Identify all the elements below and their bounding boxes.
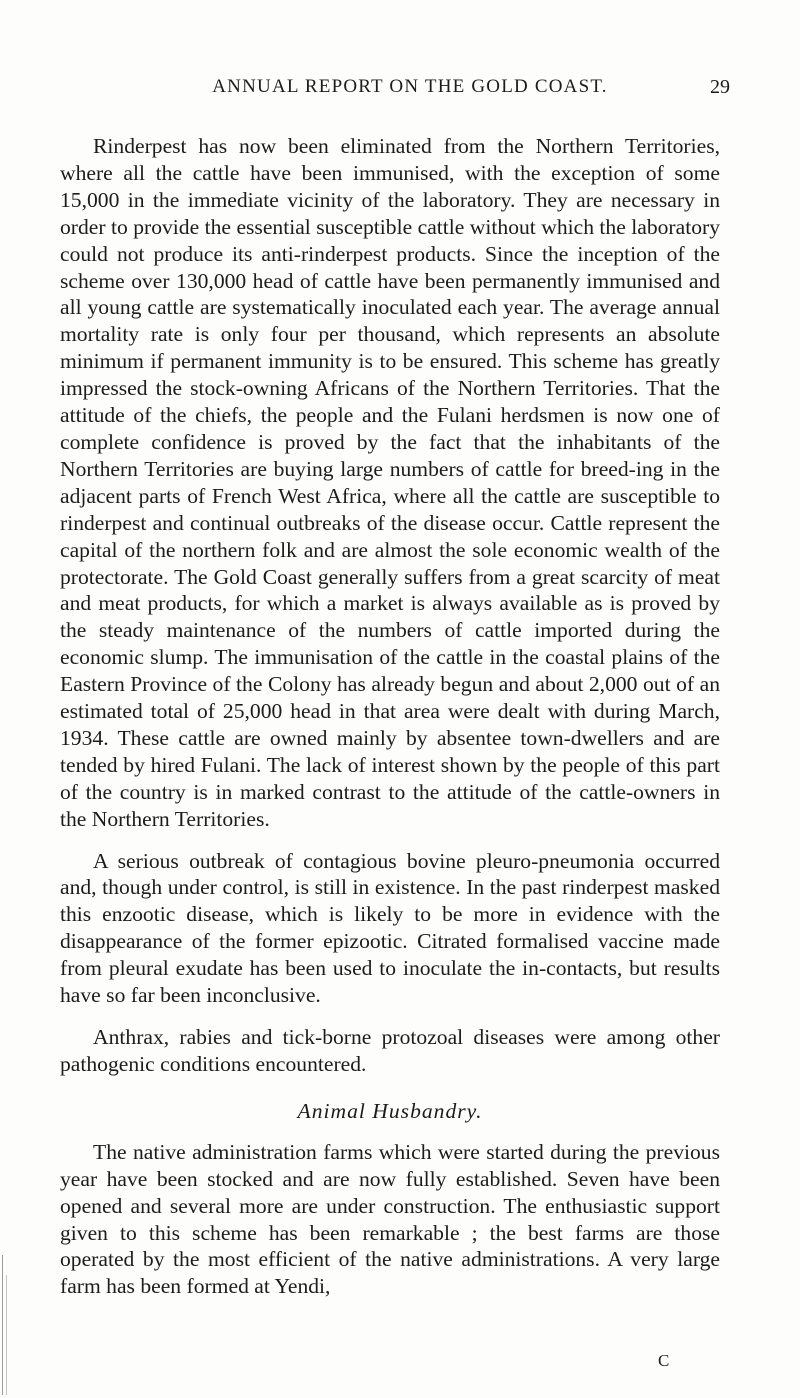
running-title: ANNUAL REPORT ON THE GOLD COAST. (212, 76, 608, 97)
section-heading: Animal Husbandry. (297, 1098, 483, 1123)
paragraph-rinderpest: Rinderpest has now been eliminated from the Northern Territories, where all the cattle have been immunised, with the exception of some 15,000 in the immediate vicinity of the laboratory. They are necessary in order to provide the essential susceptible cattle without which the laboratory could not produce its anti-rinderpest products. Since the inception of the scheme over 130,000 head of cattle have been permanently immunised and all young cattle are systematically inoculated each year. The average annual mortality rate is only four per thousand, which represents an absolute minimum if permanent immunity is to be ensured. This scheme has greatly impressed the stock-owning Africans of the Northern Territories. That the attitude of the chiefs, the people and the Fulani herdsmen is now one of complete confidence is proved by the fact that the inhabitants of the Northern Territories are buying large numbers of cattle for breed-ing in the adjacent parts of French West Africa, where all the cattle are susceptible to rinderpest and continual outbreaks of the disease occur. Cattle represent the capital of the northern folk and are almost the sole economic wealth of the protectorate. The Gold Coast generally suffers from a great scarcity of meat and meat products, for which a market is always available as is proved by the steady maintenance of the numbers of cattle imported during the economic slump. The immunisation of the cattle in the coastal plains of the Eastern Province of the Colony has already begun and about 2,000 out of an estimated total of 25,000 head in that area were dealt with during March, 1934. These cattle are owned mainly by absentee town-dwellers and are tended by hired Fulani. The lack of interest shown by the people of this part of the country is in marked contrast to the attitude of the cattle-owners in the Northern Territories. (60, 134, 720, 831)
running-head (60, 76, 760, 106)
page-number: 29 (710, 76, 730, 98)
paragraph-animal-husbandry: The native administration farms which were started during the previous year have been stocked and are now fully established. Seven have been opened and several more are under construction. The enthusiastic support given to this scheme has been remarkable ; the best farms are those operated by the most efficient of the native administrations. A very large farm has been formed at Yendi, (60, 1139, 720, 1299)
page-edge-line (6, 1275, 7, 1395)
body-text (60, 133, 720, 1300)
paragraph-pleuro-pneumonia: A serious outbreak of contagious bovine pleuro-pneumonia occurred and, though under control, is still in existence. In the past rinderpest masked this enzootic disease, which is likely to be more in evidence with the disappearance of the former epizootic. Citrated formalised vaccine made from pleural exudate has been used to inoculate the in-contacts, but results have so far been inconclusive. (60, 848, 720, 1008)
paragraph-other-diseases: Anthrax, rabies and tick-borne protozoal diseases were among other pathogenic conditions encountered. (60, 1025, 720, 1076)
page-edge-line (2, 1255, 3, 1395)
signature-mark: C (658, 1351, 671, 1370)
